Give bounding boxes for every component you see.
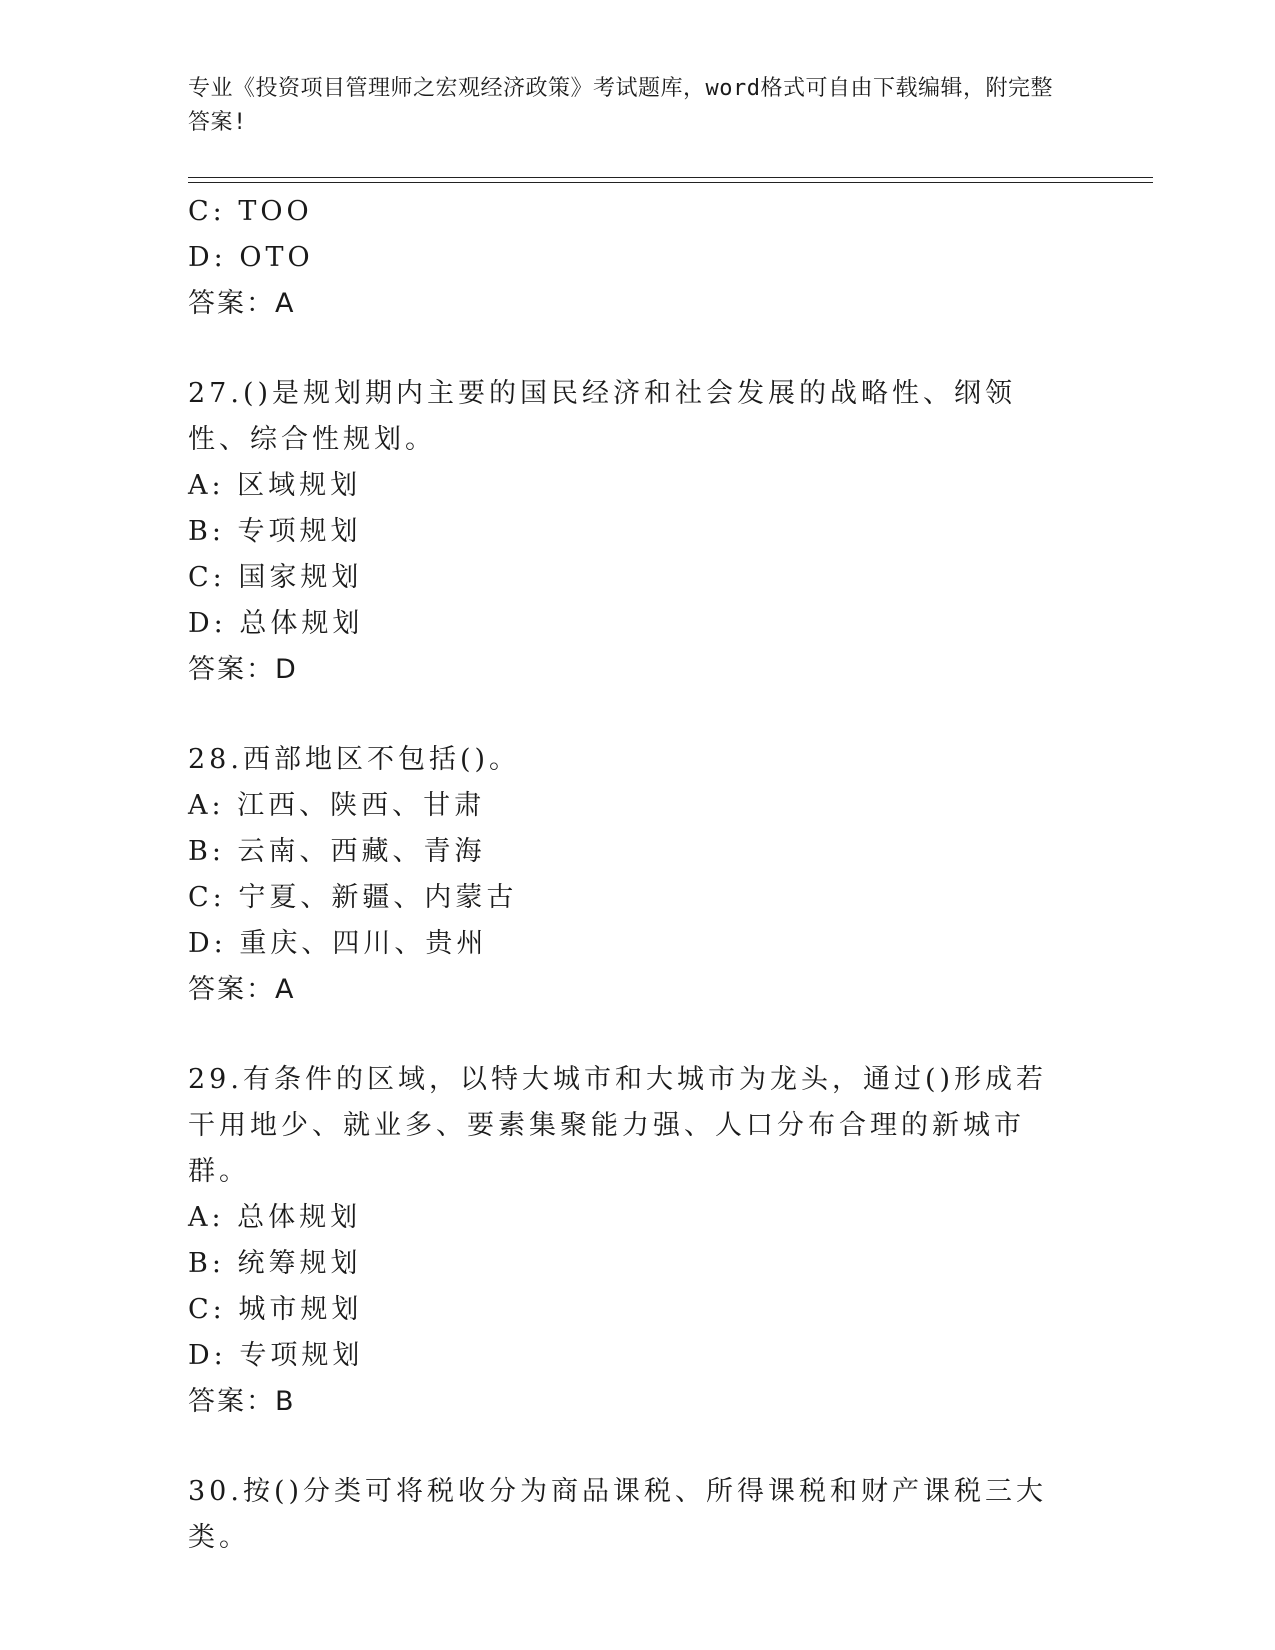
- question-block-27: [188, 371, 1088, 693]
- option-c: C: 宁夏、新疆、内蒙古: [188, 882, 518, 913]
- option-b: B: 云南、西藏、青海: [188, 836, 486, 867]
- document-header: [188, 72, 1068, 140]
- answer-line: 答案：A: [188, 288, 296, 319]
- option-d: D: 专项规划: [188, 1340, 364, 1371]
- question-block-30: [188, 1469, 1088, 1561]
- question-block-29: [188, 1057, 1088, 1425]
- question-stem: 29.有条件的区域，以特大城市和大城市为龙头，通过()形成若干用地少、就业多、要素集聚能力强、人口分布合理的新城市群。: [188, 1064, 1048, 1187]
- question-block-26: [188, 189, 1088, 327]
- answer-line: 答案：A: [188, 974, 296, 1005]
- option-c: C: 国家规划: [188, 562, 363, 593]
- option-c: C: TOO: [188, 196, 313, 227]
- option-d: D: OTO: [188, 242, 314, 273]
- header-text: 专业《投资项目管理师之宏观经济政策》考试题库，word格式可自由下载编辑，附完整答案!: [188, 76, 1053, 135]
- option-d: D: 总体规划: [188, 608, 364, 639]
- option-b: B: 专项规划: [188, 516, 362, 547]
- option-c: C: 城市规划: [188, 1294, 363, 1325]
- header-divider-top: [188, 177, 1153, 178]
- option-d: D: 重庆、四川、贵州: [188, 928, 488, 959]
- question-stem: 27.()是规划期内主要的国民经济和社会发展的战略性、纲领性、综合性规划。: [188, 378, 1017, 455]
- option-b: B: 统筹规划: [188, 1248, 362, 1279]
- option-a: A: 区域规划: [188, 470, 362, 501]
- question-stem: 30.按()分类可将税收分为商品课税、所得课税和财产课税三大类。: [188, 1476, 1048, 1553]
- answer-line: 答案：D: [188, 654, 298, 685]
- answer-line: 答案：B: [188, 1386, 296, 1417]
- option-a: A: 总体规划: [188, 1202, 362, 1233]
- option-a: A: 江西、陕西、甘肃: [188, 790, 486, 821]
- header-divider-bottom: [188, 182, 1153, 183]
- question-stem: 28.西部地区不包括()。: [188, 744, 521, 775]
- question-block-28: [188, 737, 1088, 1013]
- question-list: [188, 189, 1088, 1561]
